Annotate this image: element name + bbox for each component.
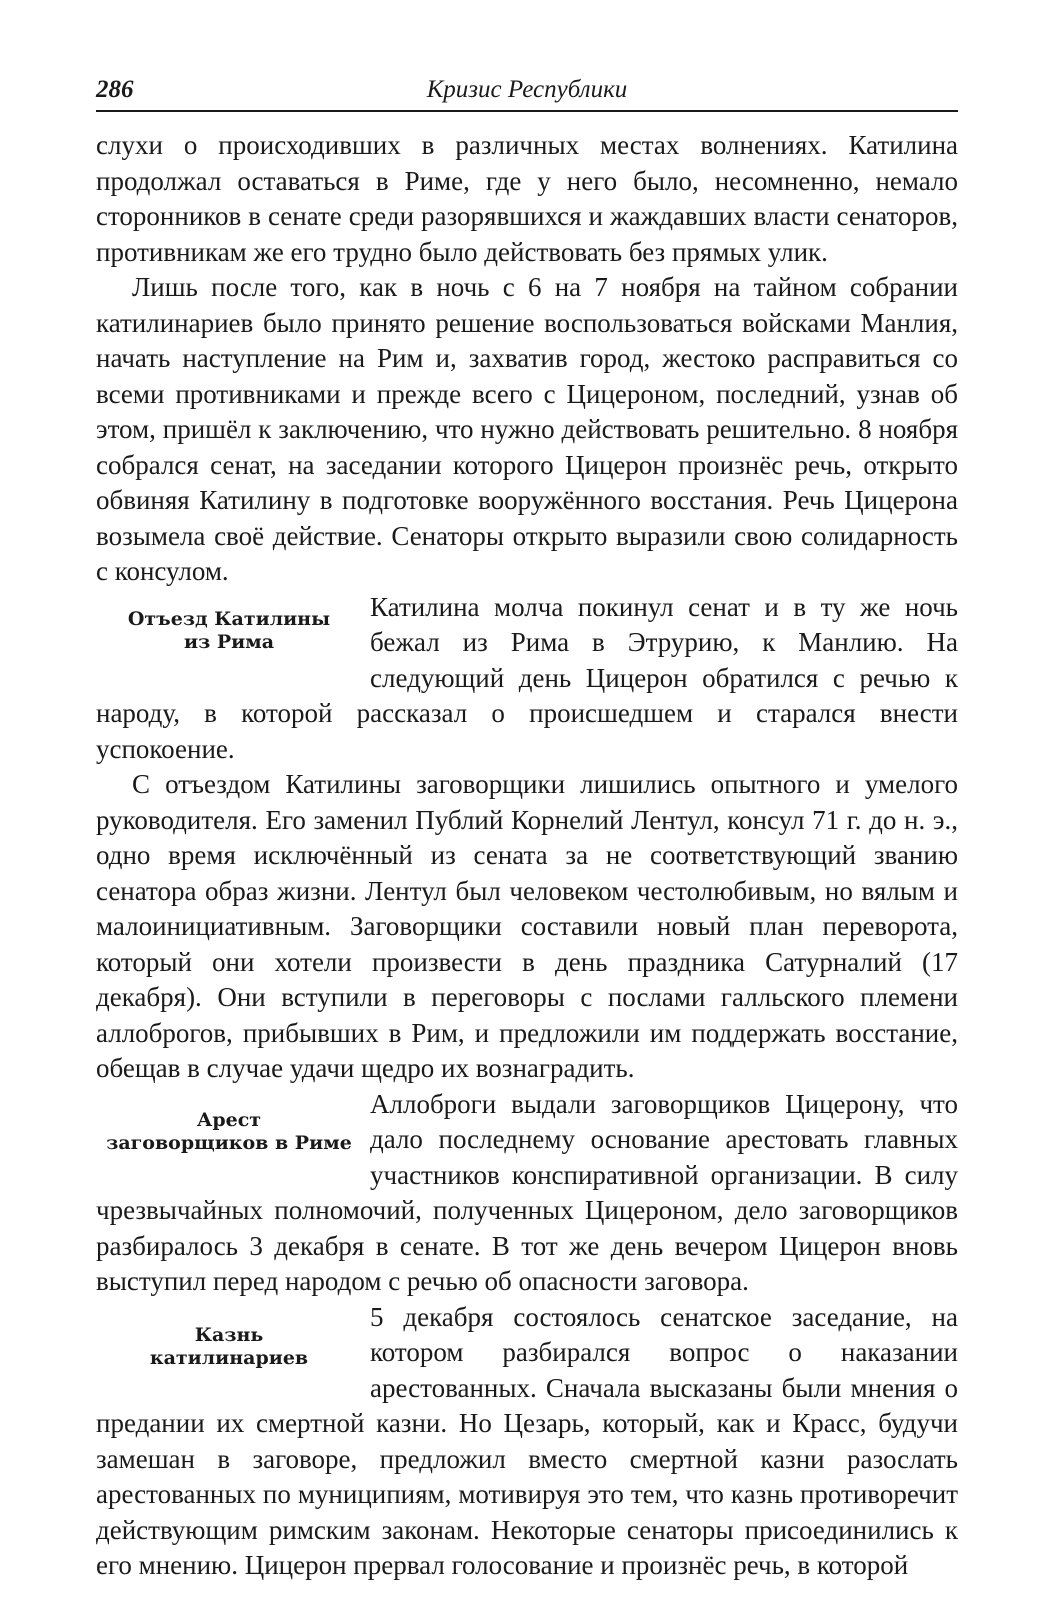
- marginal-heading-line: заговорщиков в Риме: [106, 1131, 352, 1154]
- marginal-heading-line: катилинариев: [149, 1346, 309, 1369]
- paragraph: С отъездом Катилины заговорщики лишились опытного и умелого руководителя. Его заменил Публий Корнелий Лентул, консул 71 г. до н. э., одно время исключённый из сената за не соответствующий званию сенатора образ жизни. Лентул был человеком честолюбивым, но вялым и малоинициативным. Заговорщики составили новый план переворота, который они хотели произвести в день праздника Сатурналий (17 декабря). Они вступили в переговоры с послами галльского племени аллоброгов, прибывших в Рим, и предложили им поддержать восстание, обещав в случае удачи щедро их вознаградить.: [96, 769, 958, 1083]
- marginal-heading-arrest: [96, 1087, 362, 1193]
- marginal-heading-line: Казнь: [194, 1323, 264, 1346]
- paragraph: 5 декабря состоялось сенатское заседание, на котором разбирался вопрос о наказании арестованных. Сначала высказаны были мнения о предании их смертной казни. Но Цезарь, который, как и Красс, будучи замешан в заговоре, предложил вместо смертной казни разослать арестованных по муниципиям, мотивируя это тем, что казнь противоречит действующим римским законам. Некоторые сенаторы присоединились к его мнению. Цицерон прервал голосование и произнёс речь, в которой: [96, 1301, 958, 1580]
- running-title: Кризис Республики: [426, 76, 628, 103]
- marginal-heading-departure: [96, 590, 362, 696]
- page-header: [96, 70, 958, 112]
- marginal-heading-line: Отъезд Катилины: [127, 607, 331, 630]
- marginal-heading-line: из Рима: [183, 630, 275, 653]
- marginal-heading-execution: [96, 1300, 362, 1406]
- marginal-heading-line: Арест: [196, 1108, 262, 1131]
- paragraph: Лишь после того, как в ночь с 6 на 7 ноября на тайном собрании катилинариев было принято решение воспользоваться войсками Манлия, начать наступление на Рим и, захватив город, жестоко расправиться со всеми противниками и прежде всего с Цицероном, последний, узнав об этом, пришёл к заключению, что нужно действовать решительно. 8 ноября собрался сенат, на заседании которого Цицерон произнёс речь, открыто обвиняя Катилину в подготовке вооружённого восстания. Речь Цицерона возымела своё действие. Сенаторы открыто выразили свою солидарность с консулом.: [96, 272, 958, 586]
- main-text: [96, 128, 958, 1584]
- paragraph: Катилина молча покинул сенат и в ту же ночь бежал из Рима в Этрурию, к Манлию. На следующий день Цицерон обратился с речью к народу, в которой рассказал о происшедшем и старался внести успокоение.: [96, 591, 958, 764]
- paragraph: Аллоброги выдали заговорщиков Цицерону, что дало последнему основание арестовать главных участников конспиративной организации. В силу чрезвычайных полномочий, полученных Цицероном, дело заговорщиков разбиралось 3 декабря в сенате. В тот же день вечером Цицерон вновь выступил перед народом с речью об опасности заговора.: [96, 1088, 958, 1296]
- book-page: [96, 70, 958, 1584]
- paragraph: слухи о происходивших в различных местах волнениях. Катилина продолжал оставаться в Риме, где у него было, несомненно, немало сторонников в сенате среди разорявшихся и жаждавших власти сенаторов, противникам же его трудно было действовать без прямых улик.: [96, 130, 958, 267]
- page-number: 286: [96, 76, 134, 103]
